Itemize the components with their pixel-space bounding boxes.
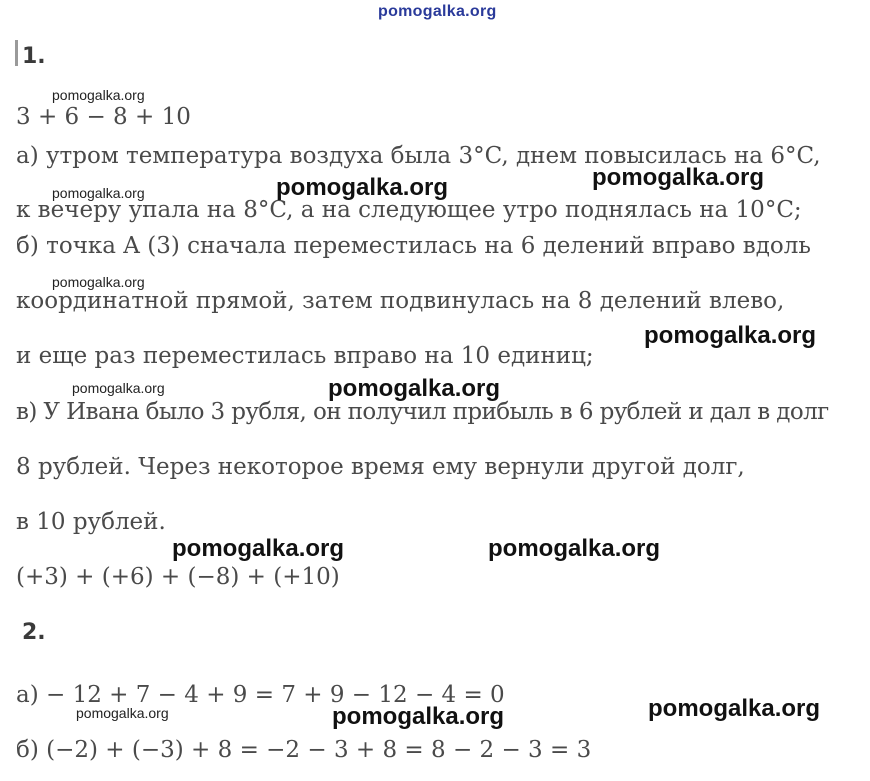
task-2-line-a: а) − 12 + 7 − 4 + 9 = 7 + 9 − 12 − 4 = 0 xyxy=(16,682,505,708)
watermark: pomogalka.org xyxy=(72,380,165,396)
task-2-line-b: б) (−2) + (−3) + 8 = −2 − 3 + 8 = 8 − 2 − 3 = 3 xyxy=(16,737,592,763)
task-1-line-a1: а) утром температура воздуха была 3°C, днем повысилась на 6°C, xyxy=(16,143,821,169)
watermark: pomogalka.org xyxy=(332,703,505,730)
task-1-number: 1. xyxy=(22,44,46,69)
watermark: pomogalka.org xyxy=(644,322,817,349)
watermark: pomogalka.org xyxy=(592,164,765,191)
task-1-line-b2: координатной прямой, затем подвинулась на 8 делений влево, xyxy=(16,288,785,314)
task-2-number: 2. xyxy=(22,620,46,645)
task-1-line-c2: 8 рублей. Через некоторое время ему вернули другой долг, xyxy=(16,454,745,480)
task-1-sum-expression: (+3) + (+6) + (−8) + (+10) xyxy=(16,564,340,590)
task-1-line-b1: б) точка A (3) сначала переместилась на 6 делений вправо вдоль xyxy=(16,233,811,259)
task-1-expression: 3 + 6 − 8 + 10 xyxy=(16,104,191,130)
task-1-line-b3: и еще раз переместилась вправо на 10 единиц; xyxy=(16,343,594,369)
header-watermark: pomogalka.org xyxy=(378,3,497,20)
watermark: pomogalka.org xyxy=(52,185,145,201)
task-1-line-c3: в 10 рублей. xyxy=(16,509,166,535)
task-1-line-a2: к вечеру упала на 8°C, а на следующее утро поднялась на 10°C; xyxy=(16,197,802,223)
watermark: pomogalka.org xyxy=(488,535,661,562)
watermark: pomogalka.org xyxy=(76,705,169,721)
watermark: pomogalka.org xyxy=(276,174,449,201)
margin-mark xyxy=(15,40,18,66)
watermark: pomogalka.org xyxy=(52,87,145,103)
watermark: pomogalka.org xyxy=(52,274,145,290)
watermark: pomogalka.org xyxy=(328,375,501,402)
watermark: pomogalka.org xyxy=(172,535,345,562)
task-1-line-c1: в) У Ивана было 3 рубля, он получил прибыль в 6 рублей и дал в долг xyxy=(16,399,829,425)
watermark: pomogalka.org xyxy=(648,695,821,722)
